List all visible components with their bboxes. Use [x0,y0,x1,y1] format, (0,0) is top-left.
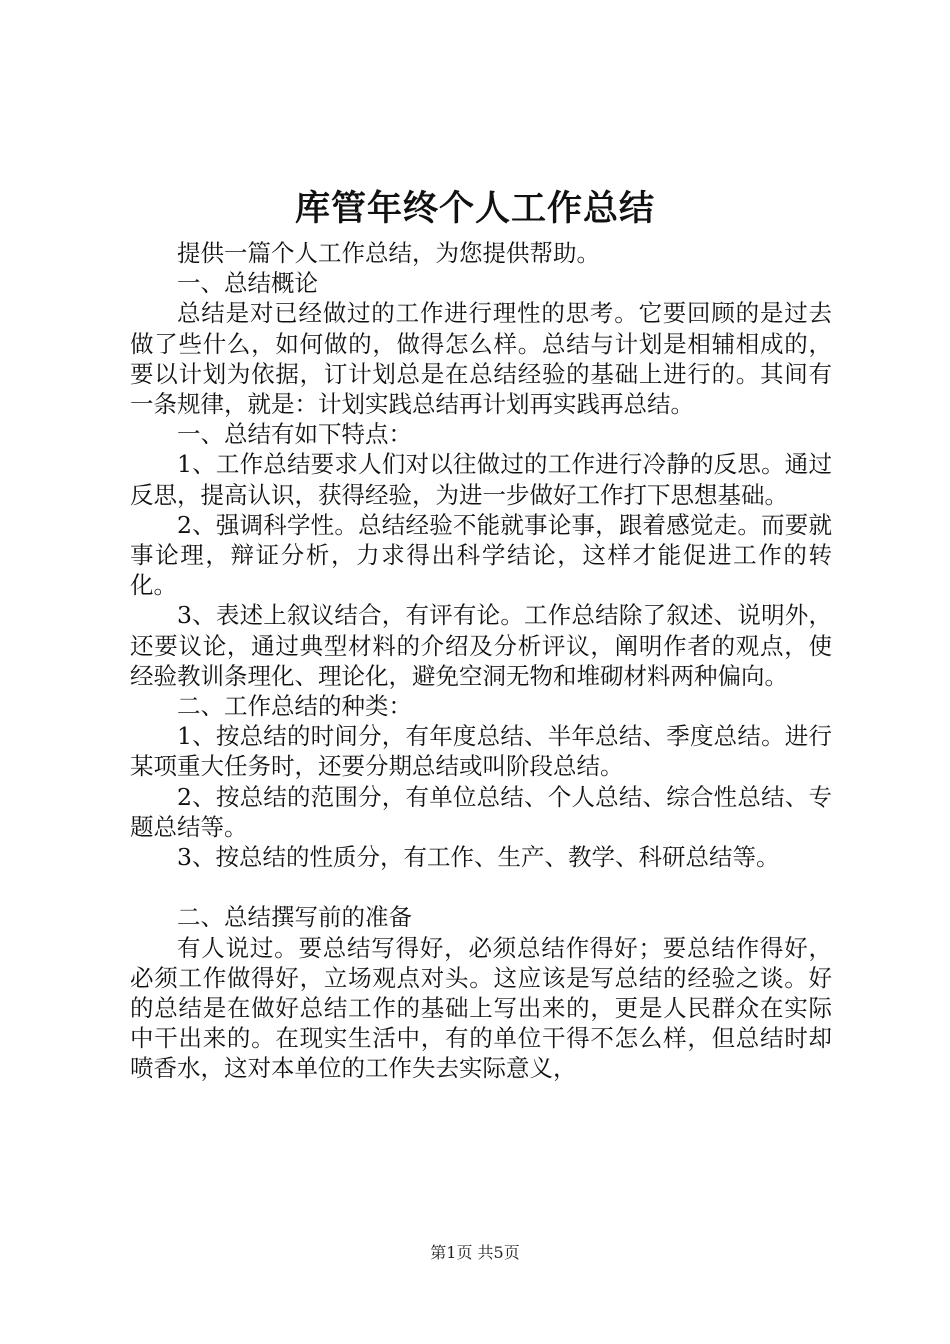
section-heading-preparation: 二、总结撰写前的准备 [177,903,412,932]
preparation-paragraph: 有人说过。要总结写得好，必须总结作得好；要总结作得好，必须工作做得好，立场观点对头。这应该是写总结的经验之谈。好的总结是在做好总结工作的基础上写出来的，更是人民群众在实际中干出来的。在现实生活中，有的单位干得不怎么样，但总结时却喷香水，这对本单位的工作失去实际意义， [130,933,832,1083]
overview-paragraph: 总结是对已经做过的工作进行理性的思考。它要回顾的是过去做了些什么，如何做的，做得怎么样。总结与计划是相辅相成的，要以计划为依据，订计划总是在总结经验的基础上进行的。其间有一条规律，就是：计划实践总结再计划再实践再总结。 [130,299,832,419]
type-item-3: 3、按总结的性质分，有工作、生产、教学、科研总结等。 [177,843,780,872]
document-title: 库管年终个人工作总结 [294,188,655,229]
feature-item-1: 1、工作总结要求人们对以往做过的工作进行冷静的反思。通过反思，提高认识，获得经验，为进一步做好工作打下思想基础。 [130,450,832,509]
blank-line [130,872,832,902]
feature-item-2: 2、强调科学性。总结经验不能就事论事，跟着感觉走。而要就事论理，辩证分析，力求得出科学结论，这样才能促进工作的转化。 [130,510,832,600]
feature-item-3: 3、表述上叙议结合，有评有论。工作总结除了叙述、说明外，还要议论，通过典型材料的介绍及分析评议，阐明作者的观点，使经验教训条理化、理论化，避免空洞无物和堆砌材料两种偏向。 [130,601,832,690]
type-item-1: 1、按总结的时间分，有年度总结、半年总结、季度总结。进行某项重大任务时，还要分期总结或叫阶段总结。 [130,722,832,781]
intro-paragraph: 提供一篇个人工作总结，为您提供帮助。 [177,239,600,267]
section-heading-features: 一、总结有如下特点： [177,420,412,449]
section-heading-types: 二、工作总结的种类： [177,692,412,721]
type-item-2: 2、按总结的范围分，有单位总结、个人总结、综合性总结、专题总结等。 [130,782,832,841]
document-body [130,238,832,1084]
page-footer: 第1页 共5页 [430,1243,520,1262]
section-heading-overview: 一、总结概论 [177,269,318,298]
